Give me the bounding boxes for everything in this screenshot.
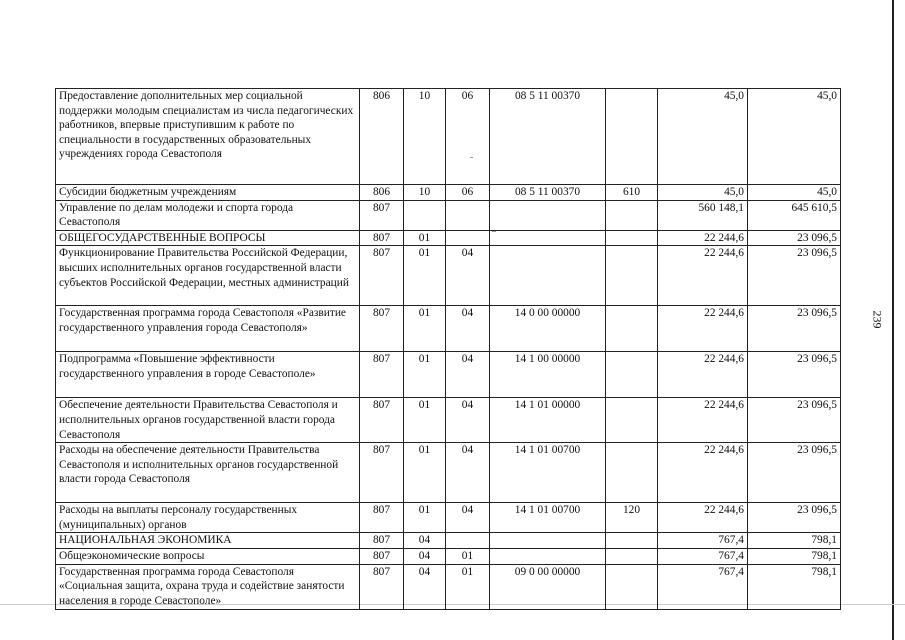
row-target-code — [490, 533, 606, 549]
row-amount-2: 23 096,5 — [748, 246, 841, 306]
row-amount-2: 798,1 — [748, 564, 841, 609]
page-number: 239 — [870, 310, 885, 329]
row-amount-2: 23 096,5 — [748, 503, 841, 533]
table-row — [56, 398, 841, 443]
row-subsection-code: 01 — [446, 548, 490, 564]
row-expense-type-code: 120 — [606, 503, 658, 533]
row-target-code: 09 0 00 00000 — [490, 564, 606, 609]
row-amount-1: 767,4 — [658, 533, 748, 549]
row-section-code: 01 — [404, 443, 446, 503]
row-subsection-code: 04 — [446, 503, 490, 533]
row-ved-code: 807 — [360, 533, 404, 549]
row-section-code: 01 — [404, 352, 446, 398]
row-name: Государственная программа города Севастополя «Развитие государственного управления города Севастополя» — [56, 306, 360, 352]
table-row — [56, 185, 841, 201]
row-expense-type-code — [606, 230, 658, 246]
row-ved-code: 807 — [360, 398, 404, 443]
row-subsection-code: 01 — [446, 564, 490, 609]
row-section-code: 01 — [404, 398, 446, 443]
row-target-code: 08 5 11 00370 — [490, 185, 606, 201]
row-target-code: 08 5 11 00370 — [490, 89, 606, 185]
table-row — [56, 548, 841, 564]
table-row — [56, 564, 841, 609]
row-target-code: 14 1 01 00700 — [490, 503, 606, 533]
row-name: Подпрограмма «Повышение эффективности государственного управления в городе Севастополе» — [56, 352, 360, 398]
row-amount-2: 23 096,5 — [748, 398, 841, 443]
row-subsection-code: 06 — [446, 185, 490, 201]
table-row — [56, 230, 841, 246]
row-target-code: 14 0 00 00000 — [490, 306, 606, 352]
row-expense-type-code — [606, 398, 658, 443]
row-target-code — [490, 246, 606, 306]
row-expense-type-code — [606, 306, 658, 352]
row-ved-code: 807 — [360, 548, 404, 564]
row-subsection-code: 04 — [446, 352, 490, 398]
row-ved-code: 807 — [360, 306, 404, 352]
table-row — [56, 352, 841, 398]
row-amount-1: 22 244,6 — [658, 443, 748, 503]
row-target-code: 14 1 00 00000 — [490, 352, 606, 398]
row-expense-type-code — [606, 246, 658, 306]
row-subsection-code — [446, 533, 490, 549]
row-name: Функционирование Правительства Российской Федерации, высших исполнительных органов государственной власти субъектов Российской Федерации, местных администраций — [56, 246, 360, 306]
row-expense-type-code — [606, 564, 658, 609]
row-section-code: 01 — [404, 306, 446, 352]
row-amount-2: 23 096,5 — [748, 352, 841, 398]
row-name: ОБЩЕГОСУДАРСТВЕННЫЕ ВОПРОСЫ — [56, 230, 360, 246]
row-name: Государственная программа города Севастополя «Социальная защита, охрана труда и содействие занятости населения в городе Севастополе» — [56, 564, 360, 609]
table-row — [56, 533, 841, 549]
page-edge-line — [892, 0, 894, 640]
row-expense-type-code — [606, 533, 658, 549]
row-section-code — [404, 200, 446, 230]
row-target-code — [490, 548, 606, 564]
row-target-code — [490, 200, 606, 230]
row-section-code: 01 — [404, 503, 446, 533]
row-ved-code: 807 — [360, 443, 404, 503]
row-ved-code: 807 — [360, 200, 404, 230]
row-amount-1: 45,0 — [658, 185, 748, 201]
row-amount-1: 22 244,6 — [658, 306, 748, 352]
row-section-code: 01 — [404, 246, 446, 306]
row-name: Управление по делам молодежи и спорта города Севастополя — [56, 200, 360, 230]
row-section-code: 04 — [404, 533, 446, 549]
table-row — [56, 306, 841, 352]
row-amount-2: 45,0 — [748, 185, 841, 201]
row-expense-type-code — [606, 352, 658, 398]
row-amount-1: 45,0 — [658, 89, 748, 185]
row-expense-type-code — [606, 548, 658, 564]
row-subsection-code: 04 — [446, 246, 490, 306]
row-ved-code: 807 — [360, 230, 404, 246]
row-section-code: 10 — [404, 89, 446, 185]
row-subsection-code: 04 — [446, 398, 490, 443]
row-section-code: 04 — [404, 548, 446, 564]
row-section-code: 04 — [404, 564, 446, 609]
row-ved-code: 807 — [360, 503, 404, 533]
row-ved-code: 806 — [360, 89, 404, 185]
row-amount-1: 22 244,6 — [658, 398, 748, 443]
row-target-code — [490, 230, 606, 246]
row-ved-code: 807 — [360, 246, 404, 306]
table-row — [56, 89, 841, 185]
budget-table — [55, 88, 841, 610]
row-subsection-code: 04 — [446, 443, 490, 503]
row-expense-type-code — [606, 443, 658, 503]
table-row — [56, 200, 841, 230]
row-ved-code: 807 — [360, 564, 404, 609]
row-subsection-code — [446, 230, 490, 246]
row-name: Расходы на обеспечение деятельности Правительства Севастополя и исполнительных органов государственной власти города Севастополя — [56, 443, 360, 503]
table-body — [56, 89, 841, 610]
row-name: Общеэкономические вопросы — [56, 548, 360, 564]
row-amount-1: 767,4 — [658, 548, 748, 564]
row-amount-1: 767,4 — [658, 564, 748, 609]
row-name: Предоставление дополнительных мер социальной поддержки молодым специалистам из числа педагогических работников, впервые приступившим к работе по специальности в государственных образовательных учреждениях города Севастополя — [56, 89, 360, 185]
row-amount-1: 22 244,6 — [658, 503, 748, 533]
row-expense-type-code — [606, 89, 658, 185]
row-name: НАЦИОНАЛЬНАЯ ЭКОНОМИКА — [56, 533, 360, 549]
row-subsection-code: 04 — [446, 306, 490, 352]
row-subsection-code: 06 — [446, 89, 490, 185]
table-row — [56, 503, 841, 533]
row-target-code: 14 1 01 00000 — [490, 398, 606, 443]
row-amount-2: 23 096,5 — [748, 306, 841, 352]
row-name: Субсидии бюджетным учреждениям — [56, 185, 360, 201]
row-name: Обеспечение деятельности Правительства Севастополя и исполнительных органов государственной власти города Севастополя — [56, 398, 360, 443]
row-expense-type-code: 610 — [606, 185, 658, 201]
row-amount-1: 22 244,6 — [658, 230, 748, 246]
row-section-code: 01 — [404, 230, 446, 246]
row-amount-2: 645 610,5 — [748, 200, 841, 230]
row-amount-1: 22 244,6 — [658, 246, 748, 306]
row-amount-2: 798,1 — [748, 548, 841, 564]
row-amount-2: 23 096,5 — [748, 443, 841, 503]
row-name: Расходы на выплаты персоналу государственных (муниципальных) органов — [56, 503, 360, 533]
row-expense-type-code — [606, 200, 658, 230]
row-amount-2: 23 096,5 — [748, 230, 841, 246]
row-amount-1: 22 244,6 — [658, 352, 748, 398]
table-row — [56, 443, 841, 503]
row-amount-1: 560 148,1 — [658, 200, 748, 230]
row-section-code: 10 — [404, 185, 446, 201]
table-row — [56, 246, 841, 306]
row-subsection-code — [446, 200, 490, 230]
row-amount-2: 45,0 — [748, 89, 841, 185]
row-ved-code: 807 — [360, 352, 404, 398]
row-target-code: 14 1 01 00700 — [490, 443, 606, 503]
row-ved-code: 806 — [360, 185, 404, 201]
row-amount-2: 798,1 — [748, 533, 841, 549]
